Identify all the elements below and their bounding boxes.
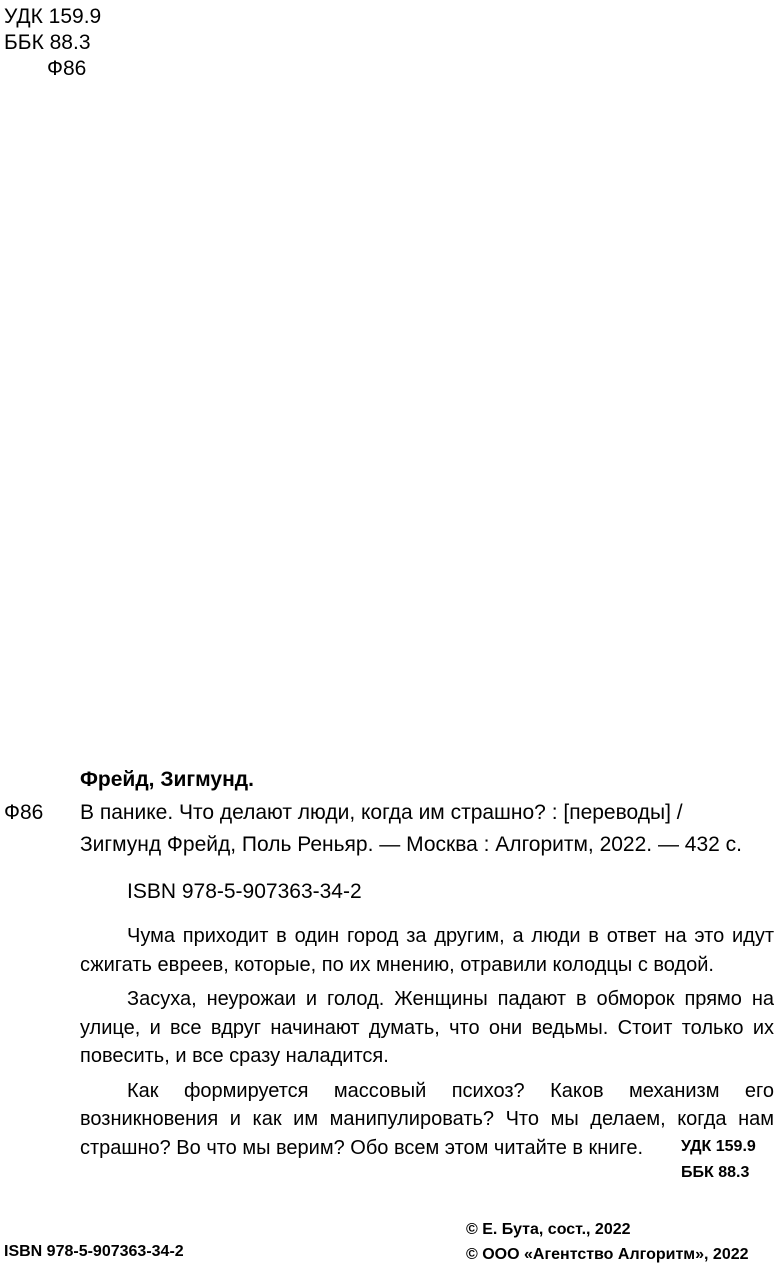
copyright-compiler: © Е. Бута, сост., 2022: [466, 1221, 631, 1238]
bbk-code: ББК 88.3: [681, 1164, 750, 1181]
annotation-paragraph: Как формируется массовый психоз? Каков механизм его возникновения и как им манипулировать? Что мы делаем, когда нам страшно? Во что мы верим? Обо всем этом читайте в книге.: [80, 1079, 774, 1159]
classification-codes-top: [4, 4, 101, 82]
annotation-paragraph: Засуха, неурожаи и голод. Женщины падают в обморок прямо на улице, и все вдруг начинают думать, что они ведьмы. Стоит только их повесить, и все сразу наладится.: [80, 988, 774, 1067]
annotation-paragraph: Чума приходит в один город за другим, а люди в ответ на это идут сжигать евреев, которые, по их мнению, отравили колодцы с водой.: [80, 925, 774, 976]
record-author-mark: Ф86: [4, 801, 44, 824]
bbk-code: ББК 88.3: [4, 31, 91, 54]
copyright-publisher: © ООО «Агентство Алгоритм», 2022: [466, 1246, 749, 1263]
footer-isbn: ISBN 978-5-907363-34-2: [4, 1243, 184, 1260]
record-author: Фрейд, Зигмунд.: [80, 768, 254, 791]
classification-codes-bottom: [681, 1134, 756, 1186]
udk-code: УДК 159.9: [681, 1138, 756, 1155]
copyright-block: [466, 1217, 749, 1267]
author-mark-code: Ф86: [47, 57, 87, 80]
udk-code: УДК 159.9: [4, 5, 102, 28]
record-isbn: ISBN 978-5-907363-34-2: [127, 880, 362, 903]
record-title-line-2: Зигмунд Фрейд, Поль Реньяр. — Москва : Алгоритм, 2022. — 432 с.: [80, 833, 743, 856]
annotation: [80, 922, 774, 1168]
record-title-line-1: В панике. Что делают люди, когда им страшно? : [переводы] /: [80, 801, 683, 824]
